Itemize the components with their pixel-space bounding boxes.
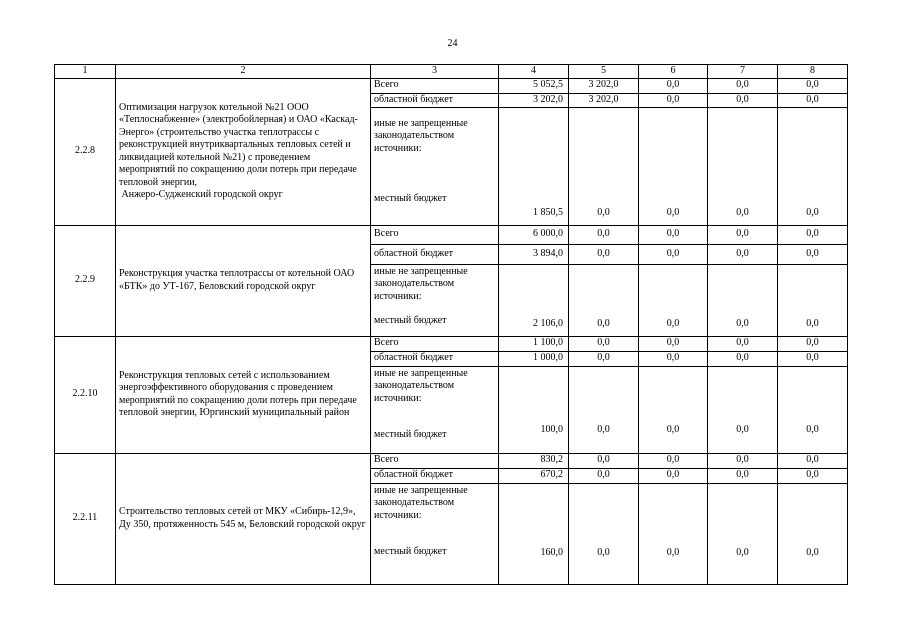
table-row	[55, 225, 848, 244]
value-cell: 0,0	[639, 107, 708, 225]
value-cell: 0,0	[639, 366, 708, 453]
value-cell: 0,0	[708, 453, 778, 468]
value-cell: 0,0	[569, 244, 639, 264]
value-cell: 6 000,0	[499, 225, 569, 244]
source-label: областной бюджет	[371, 93, 499, 107]
value-cell: 3 894,0	[499, 244, 569, 264]
item-number: 2.2.8	[55, 78, 116, 225]
value-cell: 1 100,0	[499, 336, 569, 351]
value-cell: 5 052,5	[499, 78, 569, 93]
value-cell: 0,0	[778, 336, 848, 351]
value-cell: 1 850,5	[499, 107, 569, 225]
value-cell: 0,0	[778, 107, 848, 225]
value-cell: 0,0	[708, 225, 778, 244]
header-row	[55, 65, 848, 79]
source-label: иные не запрещенные законодательством источники:	[374, 367, 468, 404]
header-cell: 6	[639, 65, 708, 79]
value-cell: 0,0	[639, 264, 708, 336]
item-number: 2.2.11	[55, 453, 116, 584]
value-cell: 0,0	[569, 336, 639, 351]
value-cell: 0,0	[639, 468, 708, 483]
item-description: Реконструкция участка теплотрассы от котельной ОАО «БТК» до УТ-167, Беловский городской округ	[116, 225, 371, 336]
value-cell: 0,0	[569, 351, 639, 366]
item-description: Реконструкция тепловых сетей с использованием энергоэффективного оборудования с проведением мероприятий по сокращению доли потерь при передаче тепловой энергии, Юргинский муниципальный район	[116, 336, 371, 453]
header-cell: 3	[371, 65, 499, 79]
value-cell: 0,0	[708, 483, 778, 584]
header-cell: 8	[778, 65, 848, 79]
value-cell: 3 202,0	[499, 93, 569, 107]
table-row	[55, 78, 848, 93]
value-cell: 100,0	[499, 366, 569, 453]
source-label: иные не запрещенные законодательством источники:	[374, 484, 468, 521]
source-label: местный бюджет	[374, 429, 447, 440]
header-cell: 4	[499, 65, 569, 79]
header-cell: 2	[116, 65, 371, 79]
source-label: Всего	[371, 336, 499, 351]
item-number: 2.2.10	[55, 336, 116, 453]
source-cell	[371, 483, 499, 584]
page-number: 24	[447, 38, 458, 49]
budget-table	[54, 64, 848, 585]
source-cell	[371, 107, 499, 225]
source-label: областной бюджет	[371, 351, 499, 366]
value-cell: 0,0	[778, 78, 848, 93]
header-cell: 7	[708, 65, 778, 79]
value-cell: 0,0	[708, 336, 778, 351]
value-cell: 670,2	[499, 468, 569, 483]
value-cell: 0,0	[708, 244, 778, 264]
value-cell: 0,0	[569, 453, 639, 468]
value-cell: 0,0	[778, 366, 848, 453]
value-cell: 0,0	[778, 468, 848, 483]
value-cell: 0,0	[778, 264, 848, 336]
value-cell: 0,0	[639, 93, 708, 107]
value-cell: 0,0	[639, 351, 708, 366]
value-cell: 0,0	[569, 225, 639, 244]
source-label: местный бюджет	[374, 315, 447, 326]
value-cell: 0,0	[778, 225, 848, 244]
header-cell: 5	[569, 65, 639, 79]
value-cell: 0,0	[639, 453, 708, 468]
value-cell: 2 106,0	[499, 264, 569, 336]
value-cell: 0,0	[569, 107, 639, 225]
value-cell: 0,0	[569, 468, 639, 483]
source-label: Всего	[371, 78, 499, 93]
value-cell: 0,0	[708, 264, 778, 336]
description-text: Оптимизация нагрузок котельной №21 ООО «Теплоснабжение» (электробойлерная) и ОАО «Каскад-Энерго» (строительство участка теплотрассы с реконструкцией внутриквартальных тепловых сетей и ликвидацией котельной №21) с проведением мероприятий по сокращению доли потерь при передаче тепловой энергии,	[119, 101, 358, 188]
item-description	[116, 78, 371, 225]
table-row	[55, 453, 848, 468]
value-cell: 0,0	[708, 107, 778, 225]
value-cell: 0,0	[778, 483, 848, 584]
value-cell: 0,0	[778, 453, 848, 468]
value-cell: 0,0	[639, 336, 708, 351]
source-label: областной бюджет	[371, 468, 499, 483]
item-number: 2.2.9	[55, 225, 116, 336]
value-cell: 0,0	[639, 225, 708, 244]
value-cell: 830,2	[499, 453, 569, 468]
value-cell: 0,0	[708, 366, 778, 453]
source-label: местный бюджет	[374, 193, 447, 204]
source-label: иные не запрещенные законодательством источники:	[374, 265, 468, 302]
value-cell: 0,0	[639, 78, 708, 93]
value-cell: 0,0	[778, 351, 848, 366]
value-cell: 0,0	[708, 78, 778, 93]
value-cell: 0,0	[569, 483, 639, 584]
value-cell: 160,0	[499, 483, 569, 584]
value-cell: 0,0	[639, 483, 708, 584]
item-description: Строительство тепловых сетей от МКУ «Сибирь-12,9», Ду 350, протяженность 545 м, Беловский городской округ	[116, 453, 371, 584]
source-label: областной бюджет	[371, 244, 499, 264]
source-label: местный бюджет	[374, 546, 447, 557]
value-cell: 0,0	[569, 366, 639, 453]
value-cell: 3 202,0	[569, 93, 639, 107]
source-cell	[371, 366, 499, 453]
value-cell: 0,0	[708, 351, 778, 366]
value-cell: 0,0	[708, 93, 778, 107]
header-cell: 1	[55, 65, 116, 79]
value-cell: 0,0	[778, 244, 848, 264]
source-label: Всего	[371, 453, 499, 468]
value-cell: 0,0	[708, 468, 778, 483]
value-cell: 0,0	[569, 264, 639, 336]
source-label: иные не запрещенные законодательством источники:	[374, 117, 468, 154]
value-cell: 0,0	[639, 244, 708, 264]
value-cell: 1 000,0	[499, 351, 569, 366]
value-cell: 3 202,0	[569, 78, 639, 93]
source-label: Всего	[371, 225, 499, 244]
source-cell	[371, 264, 499, 336]
description-text: Анжеро-Судженский городской округ	[119, 189, 283, 200]
table-row	[55, 336, 848, 351]
value-cell: 0,0	[778, 93, 848, 107]
